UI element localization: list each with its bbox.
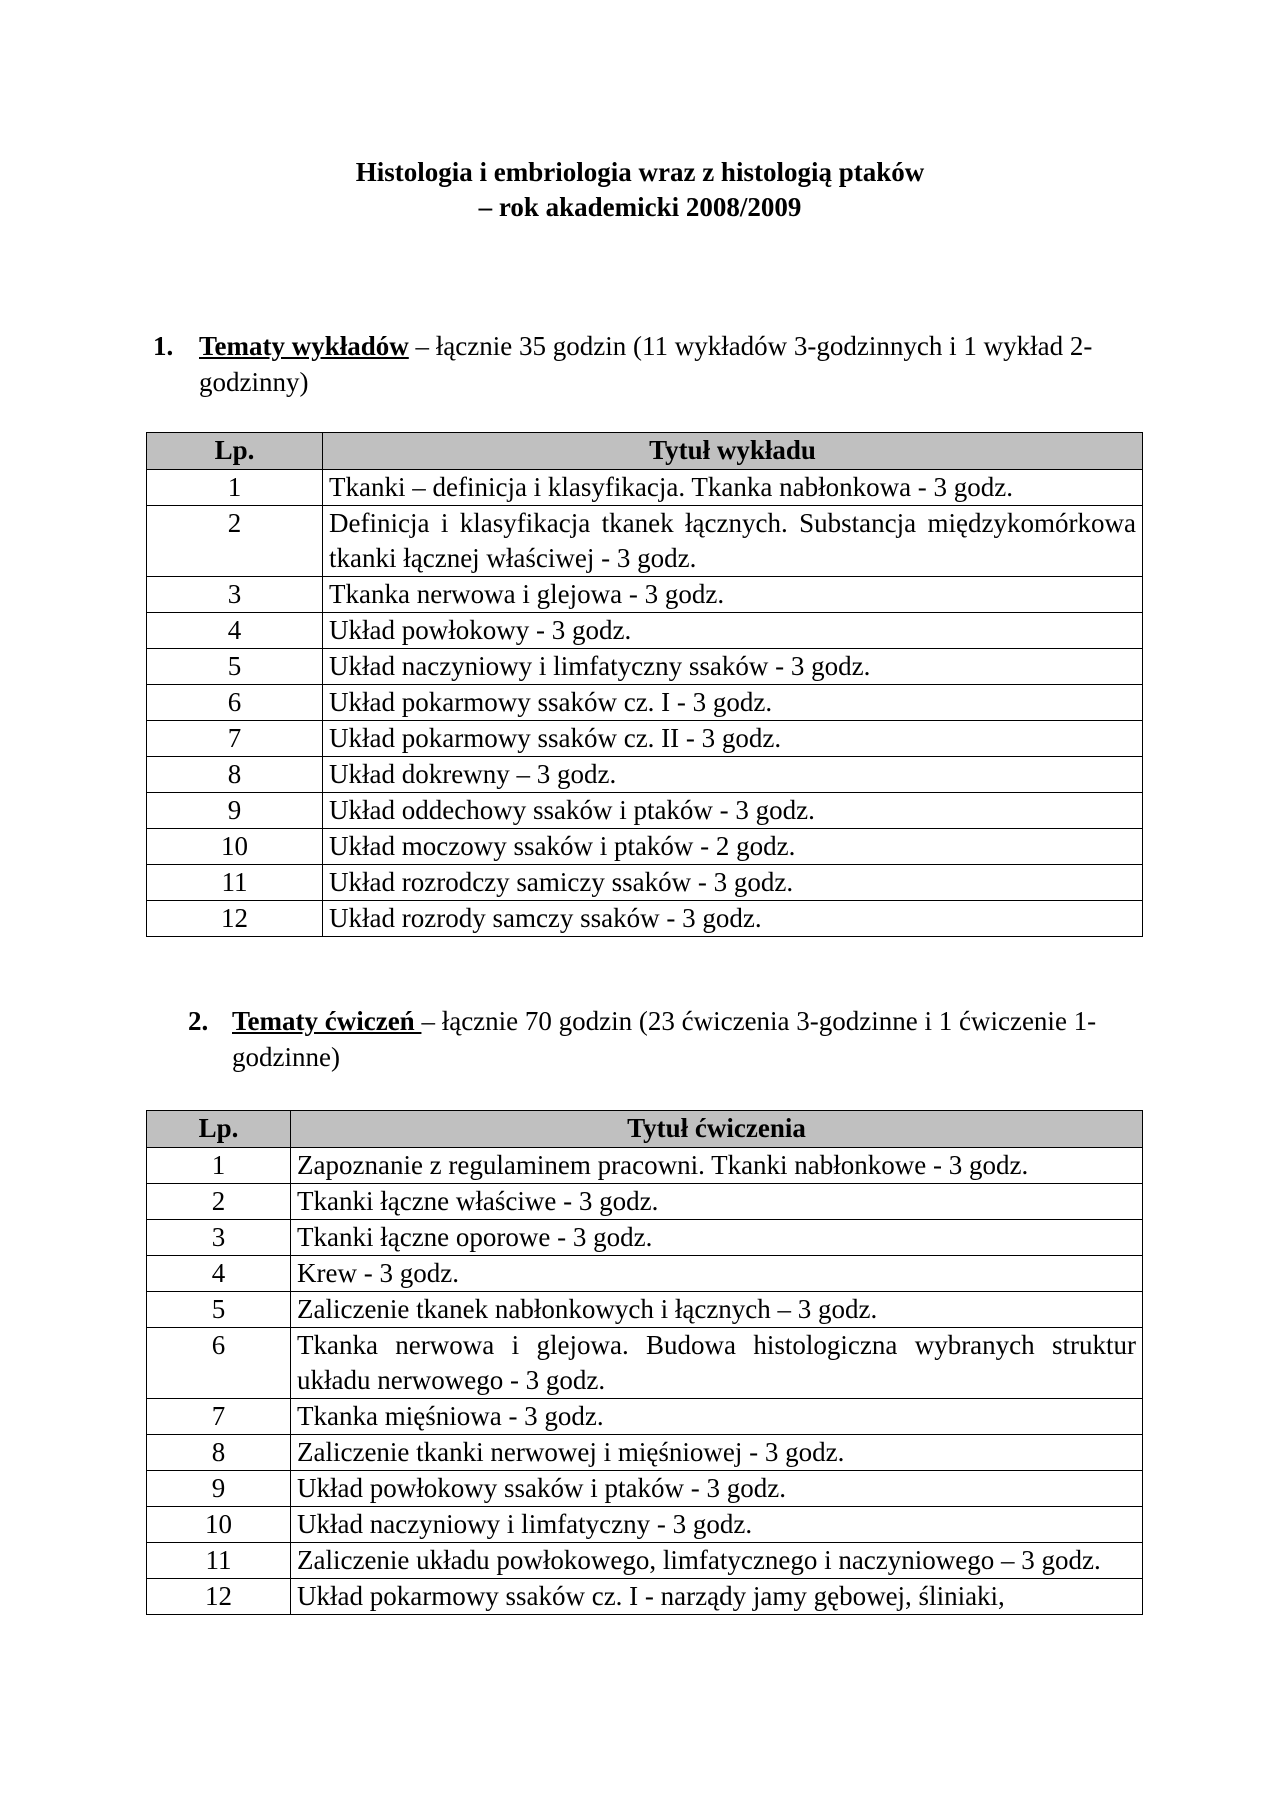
document-title-line2: – rok akademicki 2008/2009 [478,192,802,222]
row-title-cell: Układ rozrodczy samiczy ssaków - 3 godz. [323,865,1143,901]
table-row [147,721,1143,757]
row-title-cell: Zaliczenie tkanki nerwowej i mięśniowej - 3 godz. [291,1435,1143,1471]
row-number-cell: 9 [147,1471,291,1507]
row-title-cell: Układ dokrewny – 3 godz. [323,757,1143,793]
row-number-cell: 1 [147,470,323,506]
row-number-cell: 3 [147,577,323,613]
document-title-line1: Histologia i embriologia wraz z histologią ptaków [355,157,925,187]
row-number-cell: 8 [147,757,323,793]
row-number-cell: 2 [147,1184,291,1220]
row-title-cell: Tkanki łączne oporowe - 3 godz. [291,1220,1143,1256]
row-number-cell: 3 [147,1220,291,1256]
table-row [147,685,1143,721]
row-number-cell: 12 [147,901,323,937]
table-row [147,1435,1143,1471]
row-title-cell: Tkanka mięśniowa - 3 godz. [291,1399,1143,1435]
row-number-cell: 1 [147,1148,291,1184]
row-title-cell: Układ oddechowy ssaków i ptaków - 3 godz. [323,793,1143,829]
table-row [147,1256,1143,1292]
section-heading-text [232,1003,1102,1075]
table-header-row [147,1111,1143,1148]
table-row [147,1292,1143,1328]
row-title-cell: Zaliczenie tkanek nabłonkowych i łącznych – 3 godz. [291,1292,1143,1328]
table-row [147,613,1143,649]
table-header-row [147,433,1143,470]
row-number-cell: 5 [147,649,323,685]
table-row [147,506,1143,577]
table-row [147,1543,1143,1579]
row-number-cell: 11 [147,1543,291,1579]
lectures-table [146,432,1143,937]
section-description: – łącznie 35 godzin (11 wykładów 3-godzinnych i 1 wykład 2-godzinny) [199,331,1093,397]
row-title-cell: Układ naczyniowy i limfatyczny ssaków - 3 godz. [323,649,1143,685]
column-header-lp: Lp. [147,1111,291,1148]
row-title-cell: Układ pokarmowy ssaków cz. II - 3 godz. [323,721,1143,757]
row-number-cell: 10 [147,829,323,865]
column-header-title: Tytuł wykładu [323,433,1143,470]
table-row [147,1579,1143,1615]
lectures-table-body [147,470,1143,937]
table-row [147,1220,1143,1256]
row-number-cell: 7 [147,1399,291,1435]
table-row [147,757,1143,793]
row-title-cell: Zapoznanie z regulaminem pracowni. Tkanki nabłonkowe - 3 godz. [291,1148,1143,1184]
table-row [147,901,1143,937]
row-title-cell: Tkanka nerwowa i glejowa. Budowa histologiczna wybranych struktur układu nerwowego - 3 godz. [291,1328,1143,1399]
row-title-cell: Układ powłokowy - 3 godz. [323,613,1143,649]
table-row [147,1471,1143,1507]
section-number: 1. [153,331,174,361]
table-row [147,865,1143,901]
row-number-cell: 12 [147,1579,291,1615]
table-row [147,649,1143,685]
row-number-cell: 2 [147,506,323,577]
row-title-cell: Układ powłokowy ssaków i ptaków - 3 godz. [291,1471,1143,1507]
exercises-table [146,1110,1143,1615]
row-number-cell: 7 [147,721,323,757]
row-number-cell: 9 [147,793,323,829]
row-number-cell: 10 [147,1507,291,1543]
section-label: Tematy wykładów [199,331,409,361]
row-title-cell: Definicja i klasyfikacja tkanek łącznych. Substancja międzykomórkowa tkanki łącznej właściwej - 3 godz. [323,506,1143,577]
table-row [147,1328,1143,1399]
row-title-cell: Układ pokarmowy ssaków cz. I - narządy jamy gębowej, śliniaki, [291,1579,1143,1615]
row-title-cell: Tkanki – definicja i klasyfikacja. Tkanka nabłonkowa - 3 godz. [323,470,1143,506]
row-number-cell: 5 [147,1292,291,1328]
section-label: Tematy ćwiczeń [232,1006,422,1036]
row-number-cell: 6 [147,685,323,721]
section-description: – łącznie 70 godzin (23 ćwiczenia 3-godzinne i 1 ćwiczenie 1-godzinne) [232,1006,1097,1072]
document-title [0,155,1280,225]
row-number-cell: 11 [147,865,323,901]
row-number-cell: 4 [147,1256,291,1292]
section-heading-exercises [188,1003,1118,1083]
row-title-cell: Zaliczenie układu powłokowego, limfatycznego i naczyniowego – 3 godz. [291,1543,1143,1579]
column-header-lp: Lp. [147,433,323,470]
section-number: 2. [188,1006,209,1036]
exercises-table-body [147,1148,1143,1615]
table-row [147,1399,1143,1435]
row-number-cell: 6 [147,1328,291,1399]
table-row [147,829,1143,865]
row-number-cell: 8 [147,1435,291,1471]
row-number-cell: 4 [147,613,323,649]
table-row [147,470,1143,506]
row-title-cell: Układ pokarmowy ssaków cz. I - 3 godz. [323,685,1143,721]
table-row [147,793,1143,829]
row-title-cell: Tkanka nerwowa i glejowa - 3 godz. [323,577,1143,613]
table-row [147,577,1143,613]
row-title-cell: Tkanki łączne właściwe - 3 godz. [291,1184,1143,1220]
table-row [147,1184,1143,1220]
row-title-cell: Układ moczowy ssaków i ptaków - 2 godz. [323,829,1143,865]
row-title-cell: Krew - 3 godz. [291,1256,1143,1292]
row-title-cell: Układ rozrody samczy ssaków - 3 godz. [323,901,1143,937]
table-row [147,1507,1143,1543]
section-heading-lectures [153,328,1113,408]
row-title-cell: Układ naczyniowy i limfatyczny - 3 godz. [291,1507,1143,1543]
table-row [147,1148,1143,1184]
section-heading-text [199,328,1099,400]
column-header-title: Tytuł ćwiczenia [291,1111,1143,1148]
